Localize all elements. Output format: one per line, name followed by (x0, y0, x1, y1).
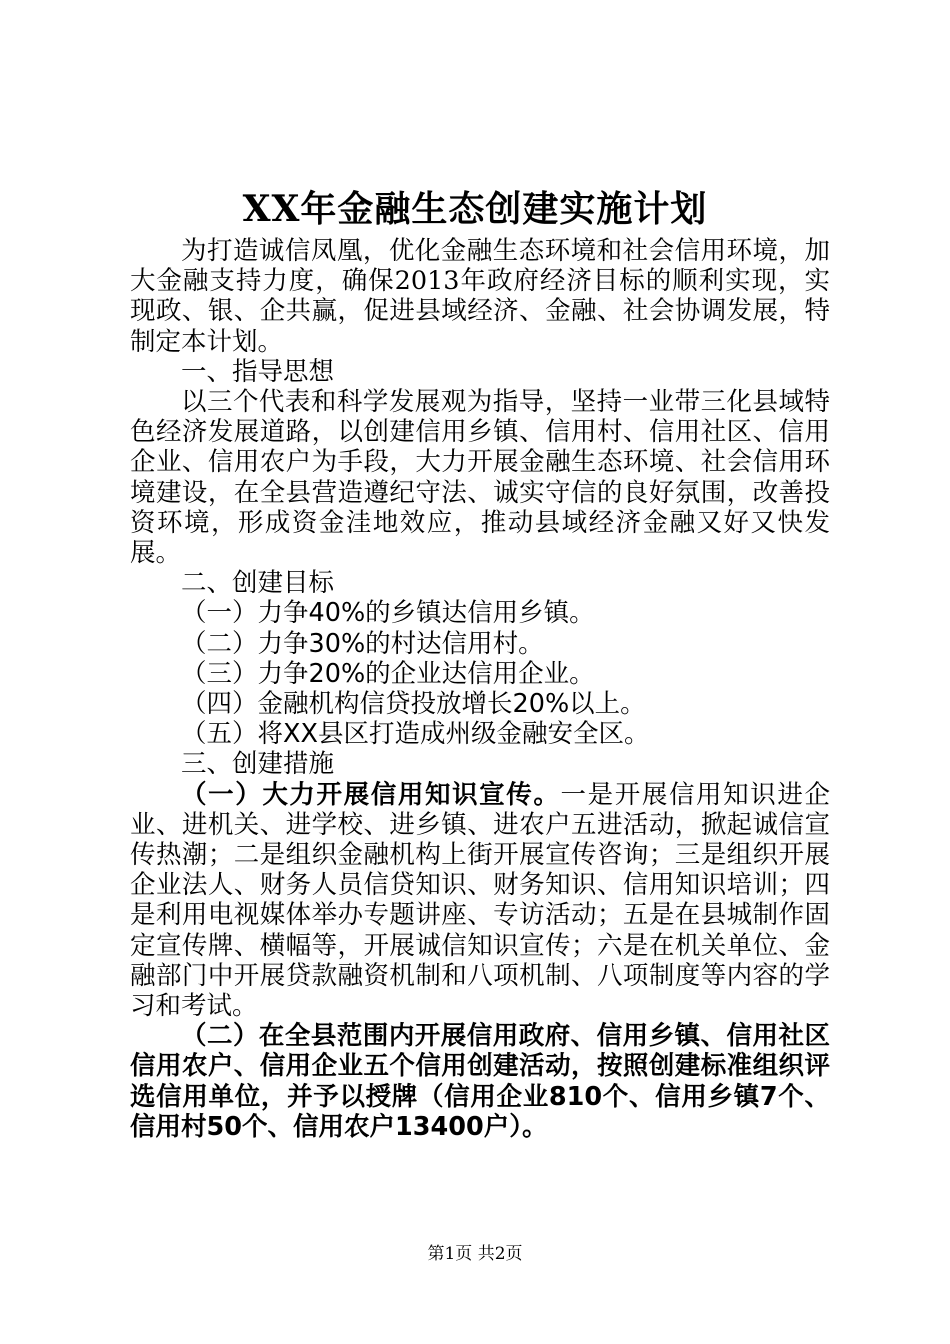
measure-2-paragraph: （二）在全县范围内开展信用政府、信用乡镇、信用社区信用农户、信用企业五个信用创建活动，按照创建标准组织评选信用单位，并予以授牌（信用企业810个、信用乡镇7个、信用村50个、信用农户13400户）。 (130, 1021, 830, 1142)
measure-1-lead: （一）大力开展信用知识宣传。 (181, 779, 561, 810)
goal-item: （二）力争30%的村达信用村。 (181, 628, 544, 659)
goal-item: （四）金融机构信贷投放增长20%以上。 (181, 689, 646, 720)
guiding-ideology-paragraph: 以三个代表和科学发展观为指导，坚持一业带三化县域特色经济发展道路，以创建信用乡镇、信用村、信用社区、信用企业、信用农户为手段，大力开展金融生态环境、社会信用环境建设，在全县营造遵纪守法、诚实守信的良好氛围，改善投资环境，形成资金洼地效应，推动县域经济金融又好又快发展。 (130, 387, 830, 569)
goal-item: （五）将XX县区打造成州级金融安全区。 (181, 719, 650, 750)
goal-item: （三）力争20%的企业达信用企业。 (181, 658, 595, 689)
section-heading-measures: 三、创建措施 (181, 749, 335, 780)
measure-1-paragraph (130, 780, 830, 1022)
measure-1-text: 一是开展信用知识进企业、进机关、进学校、进乡镇、进农户五进活动，掀起诚信宣传热潮；二是组织金融机构上街开展宣传咨询；三是组织开展企业法人、财务人员信贷知识、财务知识、信用知识培训；四是利用电视媒体举办专题讲座、专访活动；五是在县城制作固定宣传牌、横幅等，开展诚信知识宣传；六是在机关单位、金融部门中开展贷款融资机制和八项机制、八项制度等内容的学习和考试。 (130, 779, 830, 1022)
document-title: XX年金融生态创建实施计划 (242, 188, 708, 230)
page-footer: 第1页 共2页 (427, 1244, 523, 1264)
section-heading-guiding-ideology: 一、指导思想 (181, 356, 335, 387)
document-body (130, 236, 830, 1142)
goal-item: （一）力争40%的乡镇达信用乡镇。 (181, 598, 595, 629)
section-heading-goals: 二、创建目标 (181, 568, 335, 599)
intro-paragraph: 为打造诚信凤凰，优化金融生态环境和社会信用环境，加大金融支持力度，确保2013年政府经济目标的顺利实现，实现政、银、企共赢，促进县域经济、金融、社会协调发展，特制定本计划。 (130, 236, 830, 357)
